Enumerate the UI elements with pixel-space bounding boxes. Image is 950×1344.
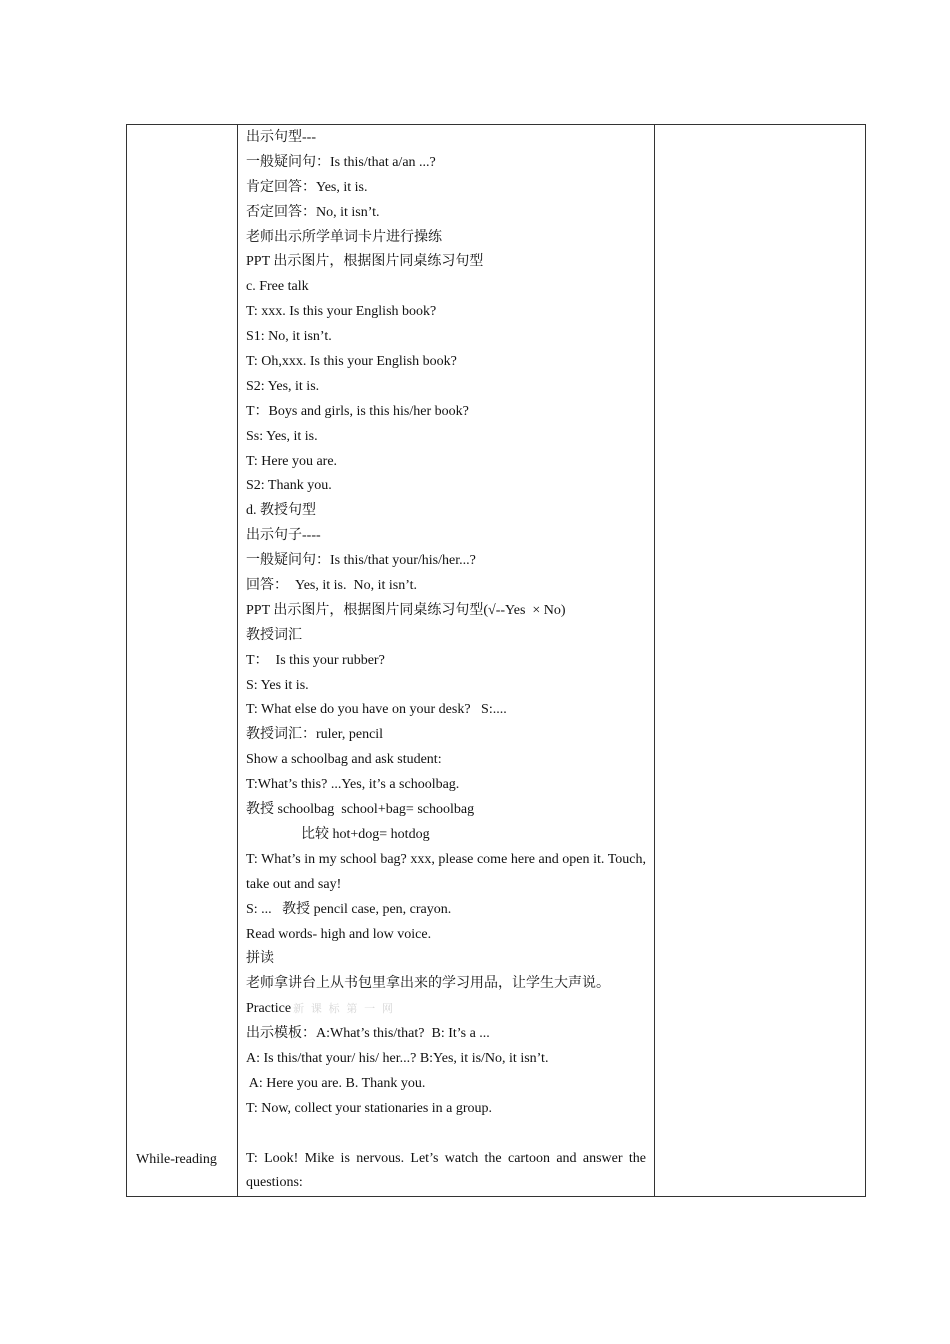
- text-line: d. 教授句型: [246, 503, 316, 519]
- text-line: T: Here you are.: [246, 453, 338, 469]
- text-line: S: ... 教授 pencil case, pen, crayon.: [246, 901, 452, 917]
- text-line: 教授 schoolbag school+bag= schoolbag: [246, 802, 475, 818]
- text-line: T: What’s in my school bag? xxx, please come here and open it. Touch, take out and say!: [246, 851, 646, 892]
- text-line: S2: Yes, it is.: [246, 378, 320, 394]
- text-line: 出示句子----: [246, 528, 321, 544]
- text-line: PPT 出示图片，根据图片同桌练习句型: [246, 254, 484, 270]
- notes-column: [655, 125, 866, 1197]
- text-line: 出示句型---: [246, 130, 316, 145]
- text-line: T: What else do you have on your desk? S:....: [246, 702, 507, 718]
- text-line: A: Is this/that your/ his/ her...? B:Yes, it is/No, it isn’t.: [246, 1050, 549, 1066]
- text-line: T： Is this your rubber?: [246, 652, 385, 668]
- text-line: S: Yes it is.: [246, 677, 309, 693]
- text-line: 比较 hot+dog= hotdog: [301, 826, 430, 842]
- text-line: T: xxx. Is this your English book?: [246, 304, 437, 320]
- watermark: 新 课 标 第 一 网: [293, 1003, 395, 1016]
- stage-label: While-reading: [136, 1152, 217, 1167]
- text-line: PPT 出示图片，根据图片同桌练习句型(√--Yes × No): [246, 602, 566, 618]
- text-line: T: Now, collect your stationaries in a group.: [246, 1100, 493, 1116]
- text-line: 一般疑问句：Is this/that a/an ...?: [246, 154, 436, 170]
- text-line: 老师拿讲台上从书包里拿出来的学习用品，让学生大声说。: [246, 976, 610, 992]
- text-line: 教授词汇：ruler, pencil: [246, 727, 384, 743]
- text-line: 出示模板：A:What’s this/that? B: It’s a ...: [246, 1026, 490, 1042]
- practice-line: [246, 997, 646, 1022]
- text-line: T：Boys and girls, is this his/her book?: [246, 403, 469, 419]
- text-line: T:What’s this? ...Yes, it’s a schoolbag.: [246, 777, 460, 793]
- text-line: 肯定回答：Yes, it is.: [246, 179, 368, 195]
- text-line: 回答： Yes, it is. No, it isn’t.: [246, 578, 418, 594]
- text-line: 否定回答：No, it isn’t.: [246, 204, 380, 220]
- teaching-steps-column: [238, 125, 655, 1197]
- text-line: S2: Thank you.: [246, 478, 332, 494]
- blank-line: [246, 1122, 646, 1147]
- text-line: Ss: Yes, it is.: [246, 428, 318, 444]
- text-line: 一般疑问句：Is this/that your/his/her...?: [246, 553, 476, 569]
- text-line: Practice: [246, 1001, 292, 1017]
- stage-column: [127, 125, 238, 1197]
- text-line: 教授词汇: [246, 627, 302, 643]
- text-line: Show a schoolbag and ask student:: [246, 752, 442, 768]
- text-line: S1: No, it isn’t.: [246, 329, 332, 345]
- table-row: [127, 125, 866, 1197]
- text-line: T: Look! Mike is nervous. Let’s watch the cartoon and answer the questions:: [246, 1150, 646, 1191]
- text-line: Read words- high and low voice.: [246, 926, 432, 942]
- text-line: A: Here you are. B. Thank you.: [246, 1075, 426, 1091]
- text-line: T: Oh,xxx. Is this your English book?: [246, 354, 457, 370]
- text-line: 老师出示所学单词卡片进行操练: [246, 229, 442, 245]
- text-line: c. Free talk: [246, 279, 309, 295]
- text-line: 拼读: [246, 951, 274, 967]
- lesson-plan-table: [126, 124, 866, 1197]
